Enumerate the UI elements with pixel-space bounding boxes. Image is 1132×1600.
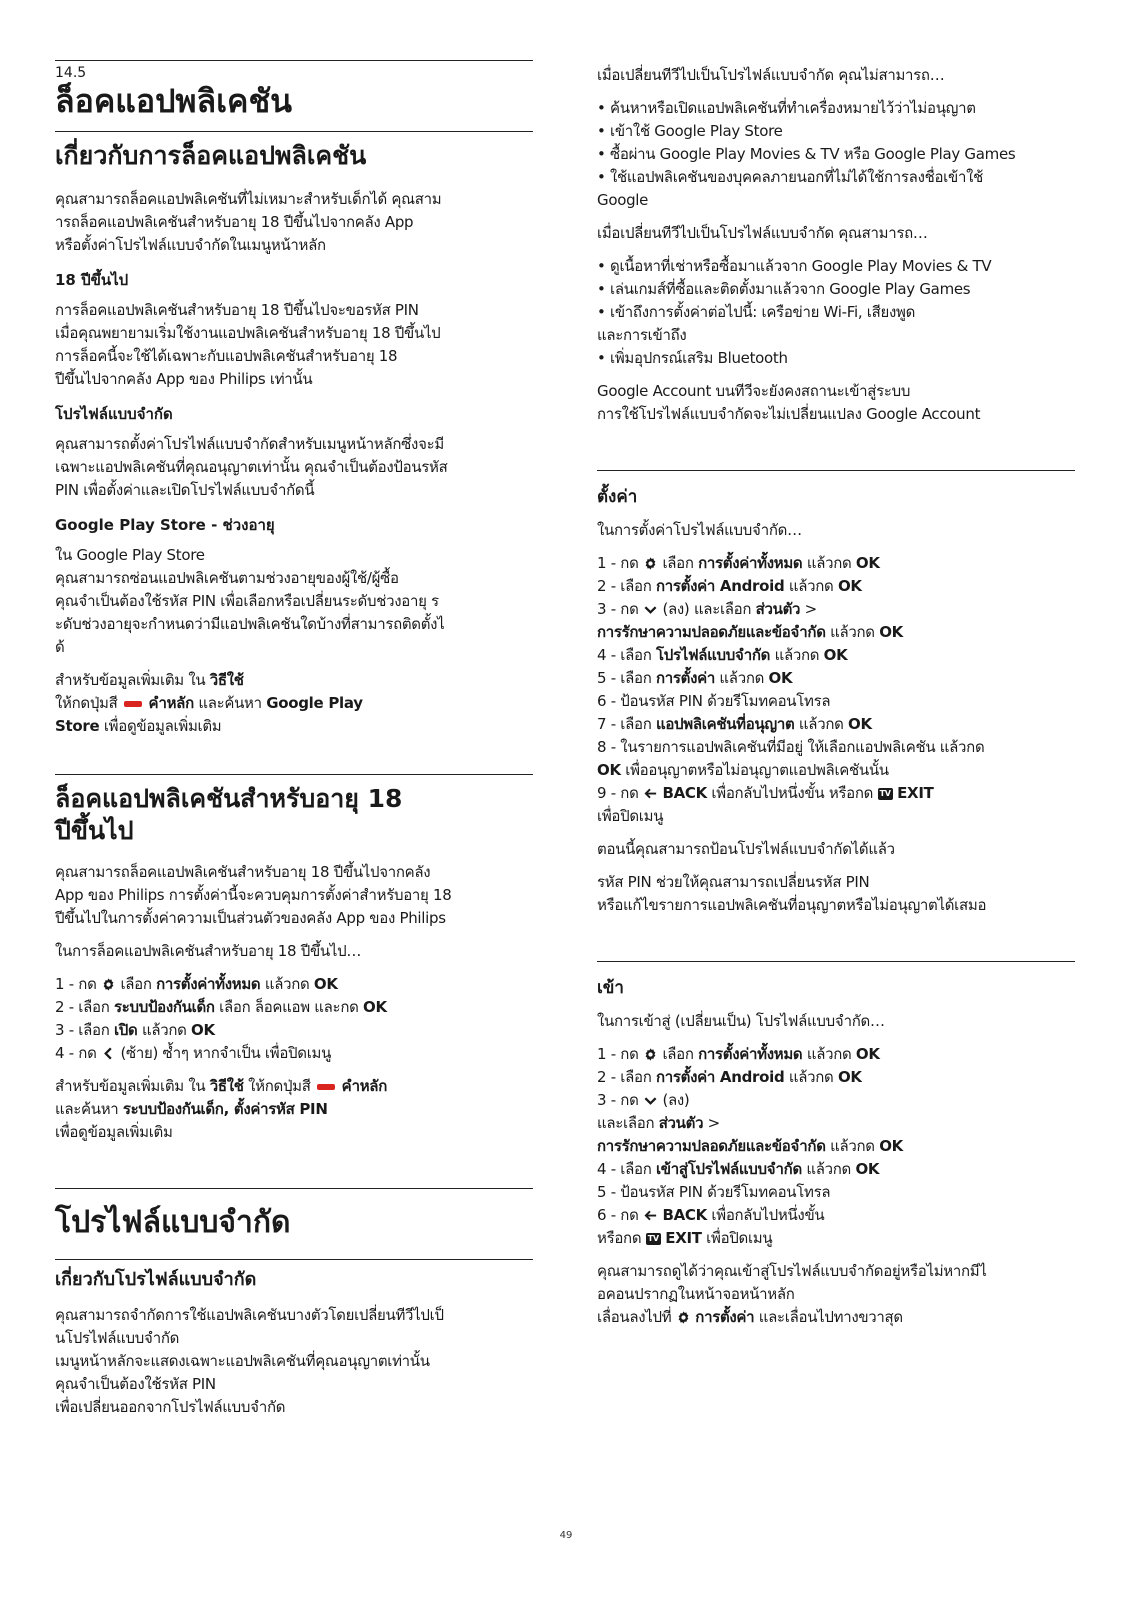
age18-text: การล็อคแอปพลิเคชันสำหรับอายุ 18 ปีขึ้นไปจะขอรหัส PIN เมื่อคุณพยายามเริ่มใช้งานแอปพลิเคชันสำหรับอายุ 18 ปีขึ้นไป การล็อคนี้จะใช้ได้เฉพาะกับแอปพลิเคชันสำหรับอายุ 18 ปีขึ้นไปจากคลัง App ของ Philips เท่านั้น bbox=[55, 301, 441, 388]
left-column bbox=[55, 60, 533, 1419]
about-lock-heading: เกี่ยวกับการล็อคแอปพลิเคชัน bbox=[55, 141, 367, 170]
subsection-rule bbox=[597, 961, 1075, 962]
gps-more-info: สำหรับข้อมูลเพิ่มเติม ใน วิธีใช้ ให้กดปุ่มสี คำหลัก และค้นหา Google Play Store เพื่อดูข้อมูลเพิ่มเติม bbox=[55, 671, 363, 735]
step-8: 8 - ในรายการแอปพลิเคชันที่มีอยู่ ให้เลือกแอปพลิเคชัน แล้วกด bbox=[597, 738, 985, 756]
chapter-title: ล็อคแอปพลิเคชัน bbox=[55, 82, 293, 120]
help-link[interactable]: วิธีใช้ bbox=[209, 671, 244, 689]
chevron-down-icon bbox=[643, 602, 658, 617]
restricted-heading: โปรไฟล์แบบจำกัด bbox=[55, 405, 173, 423]
section-rule bbox=[55, 131, 533, 132]
gear-icon bbox=[101, 977, 116, 992]
section-rule bbox=[55, 1188, 533, 1189]
step-1: 1 - กด เลือก การตั้งค่าทั้งหมด แล้วกด OK bbox=[597, 1045, 880, 1063]
red-key-icon bbox=[124, 701, 142, 707]
step-2: 2 - เลือก ระบบป้องกันเด็ก เลือก ล็อคแอพ และกด OK bbox=[55, 998, 387, 1016]
step-3: 3 - เลือก เปิด แล้วกด OK bbox=[55, 1021, 215, 1039]
cannot-list: • ค้นหาหรือเปิดแอปพลิเคชันที่ทำเครื่องหมายไว้ว่าไม่อนุญาต • เข้าใช้ Google Play Store • ซื้อผ่าน Google Play Movies & TV หรือ Google Play Games • ใช้แอปพลิเคชันของบุคคลภายนอกที่ไม่ได้ใช้การลงชื่อเข้าใช้ Google bbox=[597, 99, 1016, 209]
back-arrow-icon bbox=[643, 1208, 658, 1223]
enter-note: คุณสามารถดูได้ว่าคุณเข้าสู่โปรไฟล์แบบจำกัดอยู่หรือไม่หากมีไ อคอนปรากฏในหน้าจอหน้าหลัก เลื่อนลงไปที่ การตั้งค่า และเลื่อนไปทางขวาสุด bbox=[597, 1262, 987, 1326]
about-lock-intro: คุณสามารถล็อคแอปพลิเคชันที่ไม่เหมาะสำหรับเด็กได้ คุณสาม ารถล็อคแอปพลิเคชันสำหรับอายุ 18 ปีขึ้นไปจากคลัง App หรือตั้งค่าโปรไฟล์แบบจำกัดในเมนูหน้าหลัก bbox=[55, 190, 442, 254]
settings-lead: ในการตั้งค่าโปรไฟล์แบบจำกัด… bbox=[597, 521, 802, 539]
right-column bbox=[597, 64, 1075, 1329]
tv-button-icon: TV bbox=[879, 788, 891, 798]
step-4: 4 - เลือก โปรไฟล์แบบจำกัด แล้วกด OK bbox=[597, 646, 848, 664]
settings-heading: ตั้งค่า bbox=[597, 487, 638, 507]
step-5: 5 - เลือก การตั้งค่า แล้วกด OK bbox=[597, 669, 793, 687]
gear-icon bbox=[643, 1047, 658, 1062]
restricted-text: คุณสามารถตั้งค่าโปรไฟล์แบบจำกัดสำหรับเมนูหน้าหลักซึ่งจะมี เฉพาะแอปพลิเคชันที่คุณอนุญาตเท่านั้น คุณจำเป็นต้องป้อนรหัส PIN เพื่อตั้งค่าและเปิดโปรไฟล์แบบจำกัดนี้ bbox=[55, 435, 448, 499]
gps-heading: Google Play Store - ช่วงอายุ bbox=[55, 516, 275, 534]
enter-heading: เข้า bbox=[597, 978, 624, 998]
can-list: • ดูเนื้อหาที่เช่าหรือซื้อมาแล้วจาก Google Play Movies & TV • เล่นเกมส์ที่ซื้อและติดตั้งมาแล้วจาก Google Play Games • เข้าถึงการตั้งค่าต่อไปนี้: เครือข่าย Wi-Fi, เสียงพูด และการเข้าถึง • เพิ่มอุปกรณ์เสริม Bluetooth bbox=[597, 257, 992, 367]
settings-pin-text: รหัส PIN ช่วยให้คุณสามารถเปลี่ยนรหัส PIN หรือแก้ไขรายการแอปพลิเคชันที่อนุญาตหรือไม่อนุญาตได้เสมอ bbox=[597, 873, 987, 914]
account-text: Google Account บนทีวีจะยังคงสถานะเข้าสู่ระบบ การใช้โปรไฟล์แบบจำกัดจะไม่เปลี่ยนแปลง Google Account bbox=[597, 382, 981, 423]
chapter-rule bbox=[55, 60, 533, 61]
gear-icon bbox=[643, 556, 658, 571]
red-key-icon bbox=[317, 1084, 335, 1090]
subsection-rule bbox=[55, 1259, 533, 1260]
chevron-left-icon bbox=[101, 1046, 116, 1061]
lock18-heading: ล็อคแอปพลิเคชันสำหรับอายุ 18 ปีขึ้นไป bbox=[55, 784, 403, 845]
step-6: 6 - กด BACK เพื่อกลับไปหนึ่งขั้น bbox=[597, 1206, 825, 1224]
step-3: 3 - กด (ลง) bbox=[597, 1091, 690, 1109]
step-6: 6 - ป้อนรหัส PIN ด้วยรีโมทคอนโทรล bbox=[597, 692, 831, 710]
step-4: 4 - เลือก เข้าสู่โปรไฟล์แบบจำกัด แล้วกด OK bbox=[597, 1160, 880, 1178]
step-5: 5 - ป้อนรหัส PIN ด้วยรีโมทคอนโทรล bbox=[597, 1183, 831, 1201]
gps-text: ใน Google Play Store คุณสามารถซ่อนแอปพลิเคชันตามช่วงอายุของผู้ใช้/ผู้ซื้อ คุณจำเป็นต้องใช้รหัส PIN เพื่อเลือกหรือเปลี่ยนระดับช่วงอายุ ร ะดับช่วงอายุจะกำหนดว่ามีแอปพลิเคชันใดบ้างที่สามารถติดตั้งไ ด้ bbox=[55, 546, 445, 656]
lock18-intro: คุณสามารถล็อคแอปพลิเคชันสำหรับอายุ 18 ปีขึ้นไปจากคลัง App ของ Philips การตั้งค่านี้จะควบคุมการตั้งค่าสำหรับอายุ 18 ปีขึ้นไปในการตั้งค่าความเป็นส่วนตัวของคลัง App ของ Philips bbox=[55, 863, 452, 927]
step-3: 3 - กด (ลง) และเลือก ส่วนตัว > bbox=[597, 600, 817, 618]
step-2: 2 - เลือก การตั้งค่า Android แล้วกด OK bbox=[597, 577, 862, 595]
step-4: 4 - กด (ซ้าย) ซ้ำๆ หากจำเป็น เพื่อปิดเมนู bbox=[55, 1044, 332, 1062]
settings-steps: 1 - กด เลือก การตั้งค่าทั้งหมด แล้วกด OK 2 - เลือก การตั้งค่า Android แล้วกด OK 3 - กด (ลง) และเลือก ส่วนตัว > การรักษาความปลอดภัยและข้อจำกัด แล้วกด OK 4 - เลือก โปรไฟล์แบบจำกัด แล้วกด OK 5 - เลือก การตั้งค่า แล้วกด OK 6 - ป้อนรหัส PIN ด้วยรีโมทคอนโทรล 7 - เลือก แอปพลิเคชันที่อนุญาต แล้วกด OK 8 - ในรายการแอปพลิเคชันที่มีอยู่ ให้เลือกแอปพลิเคชัน แล้วกด OK เพื่ออนุญาตหรือไม่อนุญาตแอปพลิเคชันนั้น 9 - กด BACK เพื่อกลับไปหนึ่งขั้น หรือกด TV EXIT เพื่อปิดเมนู bbox=[597, 552, 1075, 828]
help-link[interactable]: วิธีใช้ bbox=[209, 1077, 244, 1095]
step-7: 7 - เลือก แอปพลิเคชันที่อนุญาต แล้วกด OK bbox=[597, 715, 872, 733]
chapter-number: 14.5 bbox=[55, 65, 87, 81]
subsection-rule bbox=[597, 470, 1075, 471]
page-number: 49 bbox=[559, 1530, 573, 1541]
profile-about-heading: เกี่ยวกับโปรไฟล์แบบจำกัด bbox=[55, 1269, 257, 1290]
step-2: 2 - เลือก การตั้งค่า Android แล้วกด OK bbox=[597, 1068, 862, 1086]
lock18-lead: ในการล็อคแอปพลิเคชันสำหรับอายุ 18 ปีขึ้นไป… bbox=[55, 942, 362, 960]
settings-now: ตอนนี้คุณสามารถป้อนโปรไฟล์แบบจำกัดได้แล้ว bbox=[597, 840, 895, 858]
step-9: 9 - กด BACK เพื่อกลับไปหนึ่งขั้น หรือกด TV EXIT bbox=[597, 784, 934, 802]
enter-lead: ในการเข้าสู่ (เปลี่ยนเป็น) โปรไฟล์แบบจำกัด… bbox=[597, 1012, 885, 1030]
profile-heading: โปรไฟล์แบบจำกัด bbox=[55, 1205, 291, 1240]
step-1: 1 - กด เลือก การตั้งค่าทั้งหมด แล้วกด OK bbox=[597, 554, 880, 572]
lock18-steps bbox=[55, 973, 533, 1065]
cannot-lead: เมื่อเปลี่ยนทีวีไปเป็นโปรไฟล์แบบจำกัด คุณไม่สามารถ… bbox=[597, 66, 945, 84]
section-rule bbox=[55, 774, 533, 775]
chevron-down-icon bbox=[643, 1093, 658, 1108]
age18-heading: 18 ปีขึ้นไป bbox=[55, 271, 129, 289]
enter-steps: 1 - กด เลือก การตั้งค่าทั้งหมด แล้วกด OK 2 - เลือก การตั้งค่า Android แล้วกด OK 3 - กด (ลง) และเลือก ส่วนตัว > การรักษาความปลอดภัยและข้อจำกัด แล้วกด OK 4 - เลือก เข้าสู่โปรไฟล์แบบจำกัด แล้วกด OK 5 - ป้อนรหัส PIN ด้วยรีโมทคอนโทรล 6 - กด BACK เพื่อกลับไปหนึ่งขั้น หรือกด TV EXIT เพื่อปิดเมนู bbox=[597, 1043, 1075, 1250]
lock18-more-info: สำหรับข้อมูลเพิ่มเติม ใน วิธีใช้ ให้กดปุ่มสี คำหลัก และค้นหา ระบบป้องกันเด็ก, ตั้งค่ารหัส PIN เพื่อดูข้อมูลเพิ่มเติม bbox=[55, 1077, 387, 1141]
can-lead: เมื่อเปลี่ยนทีวีไปเป็นโปรไฟล์แบบจำกัด คุณสามารถ… bbox=[597, 224, 928, 242]
profile-about-text: คุณสามารถจำกัดการใช้แอปพลิเคชันบางตัวโดยเปลี่ยนทีวีไปเป็ นโปรไฟล์แบบจำกัด เมนูหน้าหลักจะแสดงเฉพาะแอปพลิเคชันที่คุณอนุญาตเท่านั้น คุณจำเป็นต้องใช้รหัส PIN เพื่อเปลี่ยนออกจากโปรไฟล์แบบจำกัด bbox=[55, 1306, 444, 1416]
tv-button-icon: TV bbox=[647, 1233, 659, 1243]
gear-icon bbox=[676, 1310, 691, 1325]
step-1: 1 - กด เลือก การตั้งค่าทั้งหมด แล้วกด OK bbox=[55, 975, 338, 993]
back-arrow-icon bbox=[643, 786, 658, 801]
